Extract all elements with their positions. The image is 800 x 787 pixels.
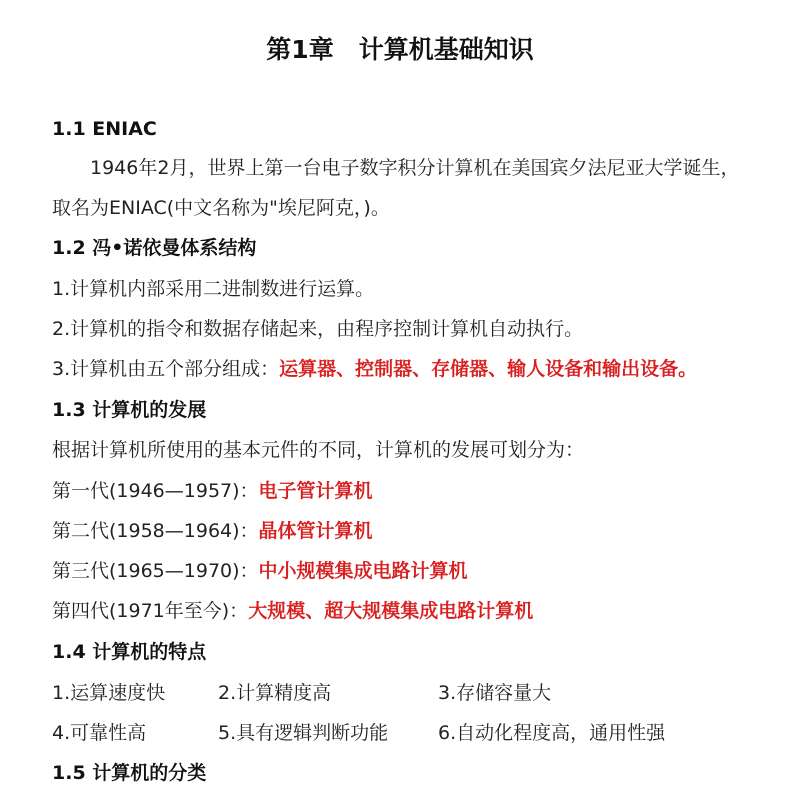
paragraph-line: 根据计算机所使用的基本元件的不同，计算机的发展可划分为： [52,439,585,461]
generation-item [52,479,373,503]
generation-label: 第一代(1946—1957)： [52,480,259,502]
section-heading-1-3: 1.3 计算机的发展 [52,399,207,421]
generation-label: 第四代(1971年至今)： [52,600,249,622]
paragraph-line: 1946年2月，世界上第一台电子数字积分计算机在美国宾夕法尼亚大学诞生， [90,157,740,179]
generation-value: 电子管计算机 [258,480,373,502]
feature-item: 4.可靠性高 [52,722,147,744]
list-item [52,357,697,381]
generation-label: 第三代(1965—1970)： [52,560,259,582]
generation-item [52,599,533,623]
section-heading-1-2: 1.2 冯•诺依曼体系结构 [52,237,257,259]
section-heading-1-4: 1.4 计算机的特点 [52,641,207,663]
generation-value: 大规模、超大规模集成电路计算机 [248,600,534,622]
generation-label: 第二代(1958—1964)： [52,520,259,542]
feature-item: 5.具有逻辑判断功能 [218,722,389,744]
feature-item: 1.运算速度快 [52,682,166,704]
highlight-text: 运算器、控制器、存储器、输人设备和输出设备。 [279,358,698,380]
feature-item: 3.存储容量大 [438,682,552,704]
feature-item: 2.计算精度高 [218,682,332,704]
list-item-text: 3.计算机由五个部分组成： [52,358,280,380]
generation-item [52,519,373,543]
generation-value: 中小规模集成电路计算机 [258,560,468,582]
generation-value: 晶体管计算机 [258,520,373,542]
chapter-title: 第1章 计算机基础知识 [266,35,534,64]
section-heading-1-5: 1.5 计算机的分类 [52,762,207,784]
list-item: 2.计算机的指令和数据存储起来，由程序控制计算机自动执行。 [52,318,584,340]
section-heading-1-1: 1.1 ENIAC [52,118,157,140]
paragraph-line: 取名为ENIAC(中文名称为"埃尼阿克，)。 [52,197,390,219]
list-item: 1.计算机内部采用二进制数进行运算。 [52,278,375,300]
generation-item [52,559,468,583]
feature-item: 6.自动化程度高，通用性强 [438,722,666,744]
